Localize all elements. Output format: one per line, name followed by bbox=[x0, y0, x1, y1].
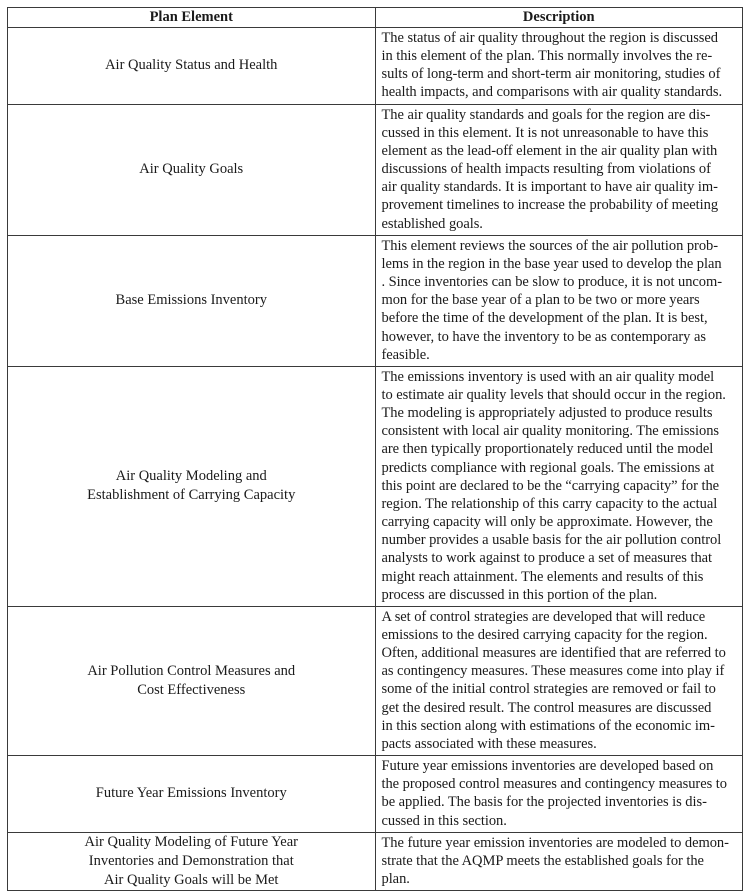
description-cell bbox=[375, 832, 743, 890]
description-line: established goals. bbox=[381, 215, 483, 232]
plan-element-cell bbox=[8, 756, 376, 833]
description-line: air quality standards. It is important to have air quality im- bbox=[381, 179, 718, 196]
description-line: carrying capacity will only be approximate. However, the bbox=[381, 514, 713, 531]
table-row bbox=[8, 366, 743, 606]
header-plan-element: Plan Element bbox=[8, 8, 376, 28]
description-cell bbox=[375, 366, 743, 606]
description-line: The future year emission inventories are modeled to demon- bbox=[381, 834, 729, 851]
plan-element-text: Base Emissions Inventory bbox=[115, 292, 267, 309]
description-line: cussed in this section. bbox=[381, 812, 507, 829]
description-line: be applied. The basis for the projected inventories is dis- bbox=[381, 794, 707, 811]
description-line: to estimate air quality levels that should occur in the region. bbox=[381, 386, 726, 403]
plan-element-cell bbox=[8, 606, 376, 755]
description-line: element as the lead-off element in the air quality plan with bbox=[381, 142, 718, 159]
description-line: before the time of the development of the plan. It is best, bbox=[381, 310, 708, 327]
table-row bbox=[8, 104, 743, 235]
description-line: might reach attainment. The elements and results of this bbox=[381, 568, 704, 585]
description-line: the proposed control measures and contingency measures to bbox=[381, 776, 727, 793]
description-line: are then typically proportionately reduced until the model bbox=[381, 441, 714, 458]
description-line: This element reviews the sources of the air pollution prob- bbox=[381, 237, 718, 254]
plan-element-cell bbox=[8, 104, 376, 235]
plan-element-text: Air Quality Goals will be Met bbox=[104, 871, 279, 888]
description-line: health impacts, and comparisons with air quality standards. bbox=[381, 84, 723, 101]
description-line: in this section along with estimations of the economic im- bbox=[381, 717, 715, 734]
description-line: process are discussed in this portion of the plan. bbox=[381, 586, 658, 603]
description-line: sults of long-term and short-term air monitoring, studies of bbox=[381, 66, 721, 83]
plan-element-text: Inventories and Demonstration that bbox=[88, 852, 294, 869]
header-row bbox=[8, 8, 743, 28]
description-line: however, to have the inventory to be as contemporary as bbox=[381, 328, 706, 345]
plan-element-cell bbox=[8, 235, 376, 366]
description-line: . Since inventories can be slow to produce, it is not uncom- bbox=[381, 274, 722, 291]
description-line: some of the initial control strategies are removed or fail to bbox=[381, 681, 716, 698]
description-line: The status of air quality throughout the region is discussed bbox=[381, 30, 718, 46]
plan-element-text: Air Quality Status and Health bbox=[105, 57, 278, 74]
table-row bbox=[8, 756, 743, 833]
table-row bbox=[8, 832, 743, 890]
description-cell bbox=[375, 235, 743, 366]
description-cell bbox=[375, 606, 743, 755]
plan-element-text: Cost Effectiveness bbox=[137, 681, 246, 698]
plan-element-text: Establishment of Carrying Capacity bbox=[87, 487, 296, 504]
description-line: plan. bbox=[381, 871, 410, 888]
description-cell bbox=[375, 756, 743, 833]
description-line: discussions of health impacts resulting from violations of bbox=[381, 161, 711, 178]
plan-element-text: Air Quality Modeling and bbox=[115, 468, 267, 485]
description-line: strate that the AQMP meets the established goals for the bbox=[381, 852, 704, 869]
description-line: this point are declared to be the “carrying capacity” for the bbox=[381, 477, 720, 494]
plan-element-text: Future Year Emissions Inventory bbox=[95, 785, 287, 802]
description-cell bbox=[375, 28, 743, 105]
description-line: emissions to the desired carrying capacity for the region. bbox=[381, 627, 708, 643]
header-description: Description bbox=[375, 8, 743, 28]
table-row bbox=[8, 235, 743, 366]
plan-element-cell bbox=[8, 832, 376, 890]
plan-element-text: Air Pollution Control Measures and bbox=[87, 662, 296, 679]
plan-element-cell bbox=[8, 366, 376, 606]
plan-element-text: Air Quality Modeling of Future Year bbox=[84, 833, 298, 850]
description-line: predicts compliance with regional goals. The emissions at bbox=[381, 459, 715, 476]
plan-elements-table bbox=[7, 7, 743, 891]
description-line: number provides a usable basis for the air pollution control bbox=[381, 532, 722, 549]
description-line: consistent with local air quality monitoring. The emissions bbox=[381, 423, 719, 440]
description-line: provement timelines to increase the probability of meeting bbox=[381, 197, 719, 214]
description-line: in this element of the plan. This normally involves the re- bbox=[381, 48, 713, 65]
description-line: as contingency measures. These measures come into play if bbox=[381, 663, 725, 680]
table-row bbox=[8, 28, 743, 105]
description-line: Future year emissions inventories are developed based on bbox=[381, 758, 714, 775]
plan-element-text: Air Quality Goals bbox=[139, 161, 244, 178]
description-line: Often, additional measures are identified that are referred to bbox=[381, 645, 726, 662]
table-body bbox=[8, 28, 743, 891]
description-line: feasible. bbox=[381, 346, 430, 363]
description-line: The modeling is appropriately adjusted to produce results bbox=[381, 405, 713, 422]
description-line: The emissions inventory is used with an air quality model bbox=[381, 368, 715, 385]
description-line: mon for the base year of a plan to be two or more years bbox=[381, 292, 700, 309]
description-line: region. The relationship of this carry capacity to the actual bbox=[381, 495, 718, 512]
description-line: get the desired result. The control measures are discussed bbox=[381, 699, 712, 716]
description-line: The air quality standards and goals for the region are dis- bbox=[381, 106, 711, 123]
description-line: lems in the region in the base year used to develop the plan bbox=[381, 255, 722, 272]
table-row bbox=[8, 606, 743, 755]
plan-element-cell bbox=[8, 28, 376, 105]
description-line: cussed in this element. It is not unreasonable to have this bbox=[381, 124, 709, 141]
description-line: A set of control strategies are developed that will reduce bbox=[381, 608, 706, 625]
description-line: analysts to work against to produce a set of measures that bbox=[381, 550, 713, 567]
description-line: pacts associated with these measures. bbox=[381, 735, 597, 752]
description-cell bbox=[375, 104, 743, 235]
